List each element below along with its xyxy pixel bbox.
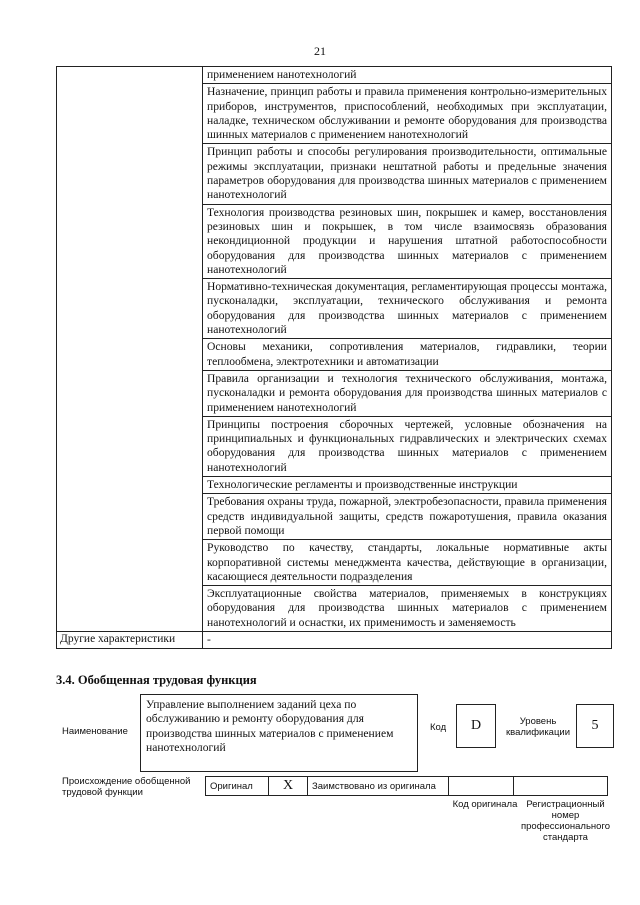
- other-characteristics-label: Другие характеристики: [57, 631, 203, 648]
- knowledge-item: Руководство по качеству, стандарты, локальные нормативные акты корпоративной системы менеджмента качества, действующие в организации, касающиеся деятельности подразделения: [203, 540, 612, 586]
- origin-code-caption: Код оригинала: [452, 799, 518, 810]
- knowledge-item: Принципы построения сборочных чертежей, условные обозначения на принципиальных и функциональных гидравлических и электрических схемах оборудования для производства шинных материалов с применением нанотехнологий: [203, 416, 612, 476]
- origin-reg-caption: Регистрационный номер профессионального стандарта: [521, 799, 610, 843]
- origin-borrowed-cell: Заимствовано из оригинала: [307, 776, 449, 796]
- empty-label-cell: [57, 67, 203, 632]
- code-value-box: D: [456, 704, 496, 748]
- requirements-table: [56, 66, 612, 649]
- knowledge-item: Технология производства резиновых шин, покрышек и камер, восстановления резиновых шин и покрышек, в том числе взаимосвязь образования некондиционной продукции и нарушения штатной работоспособности оборудования для производства шинных материалов с применением нанотехнологий: [203, 204, 612, 278]
- origin-row: [206, 776, 612, 796]
- origin-label: Происхождение обобщенной трудовой функции: [62, 776, 191, 798]
- knowledge-item: Технологические регламенты и производственные инструкции: [203, 477, 612, 494]
- knowledge-item: Правила организации и технология технического обслуживания, монтажа, пусконаладки и ремонта оборудования для производства шинных материалов с применением нанотехнологий: [203, 370, 612, 416]
- knowledge-item: Основы механики, сопротивления материалов, гидравлики, теории теплообмена, электротехники и автоматизации: [203, 339, 612, 371]
- table-row: [57, 631, 612, 648]
- function-name-box: Управление выполнением заданий цеха по обслуживанию и ремонту оборудования для производства шинных материалов с применением нанотехнологий: [140, 694, 418, 772]
- qualification-level-label: Уровень квалификации: [505, 716, 571, 738]
- origin-original-cell: Оригинал: [205, 776, 269, 796]
- other-characteristics-value: -: [203, 631, 612, 648]
- knowledge-item: Нормативно-техническая документация, регламентирующая процессы монтажа, пусконаладки, эксплуатации, технического обслуживания и ремонта оборудования для производства шинных материалов с применением нанотехнологий: [203, 279, 612, 339]
- knowledge-item: Принцип работы и способы регулирования производительности, оптимальные режимы эксплуатации, признаки нештатной работы и предельные значения параметров оборудования для производства шинных материалов с применением нанотехнологий: [203, 144, 612, 204]
- knowledge-item: Требования охраны труда, пожарной, электробезопасности, правила применения средств индивидуальной защиты, средств пожаротушения, правила оказания первой помощи: [203, 494, 612, 540]
- origin-reg-number-cell: [513, 776, 608, 796]
- code-label: Код: [430, 722, 447, 733]
- origin-code-cell: [448, 776, 514, 796]
- name-label: Наименование: [62, 726, 128, 737]
- origin-mark-cell: X: [268, 776, 308, 796]
- knowledge-item: Эксплуатационные свойства материалов, применяемых в конструкциях оборудования для производства шинных материалов с применением нанотехнологий и оснастки, их применимость и заменяемость: [203, 586, 612, 632]
- section-title: 3.4. Обобщенная трудовая функция: [56, 673, 257, 687]
- knowledge-item: Назначение, принцип работы и правила применения контрольно-измерительных приборов, инструментов, приспособлений, необходимых при эксплуатации, наладке, техническом обслуживании и ремонте оборудования для производства шинных материалов с применением нанотехнологий: [203, 84, 612, 144]
- knowledge-item: применением нанотехнологий: [203, 67, 612, 84]
- table-row: [57, 67, 612, 84]
- page-number: 21: [314, 44, 326, 58]
- qualification-level-box: 5: [576, 704, 614, 748]
